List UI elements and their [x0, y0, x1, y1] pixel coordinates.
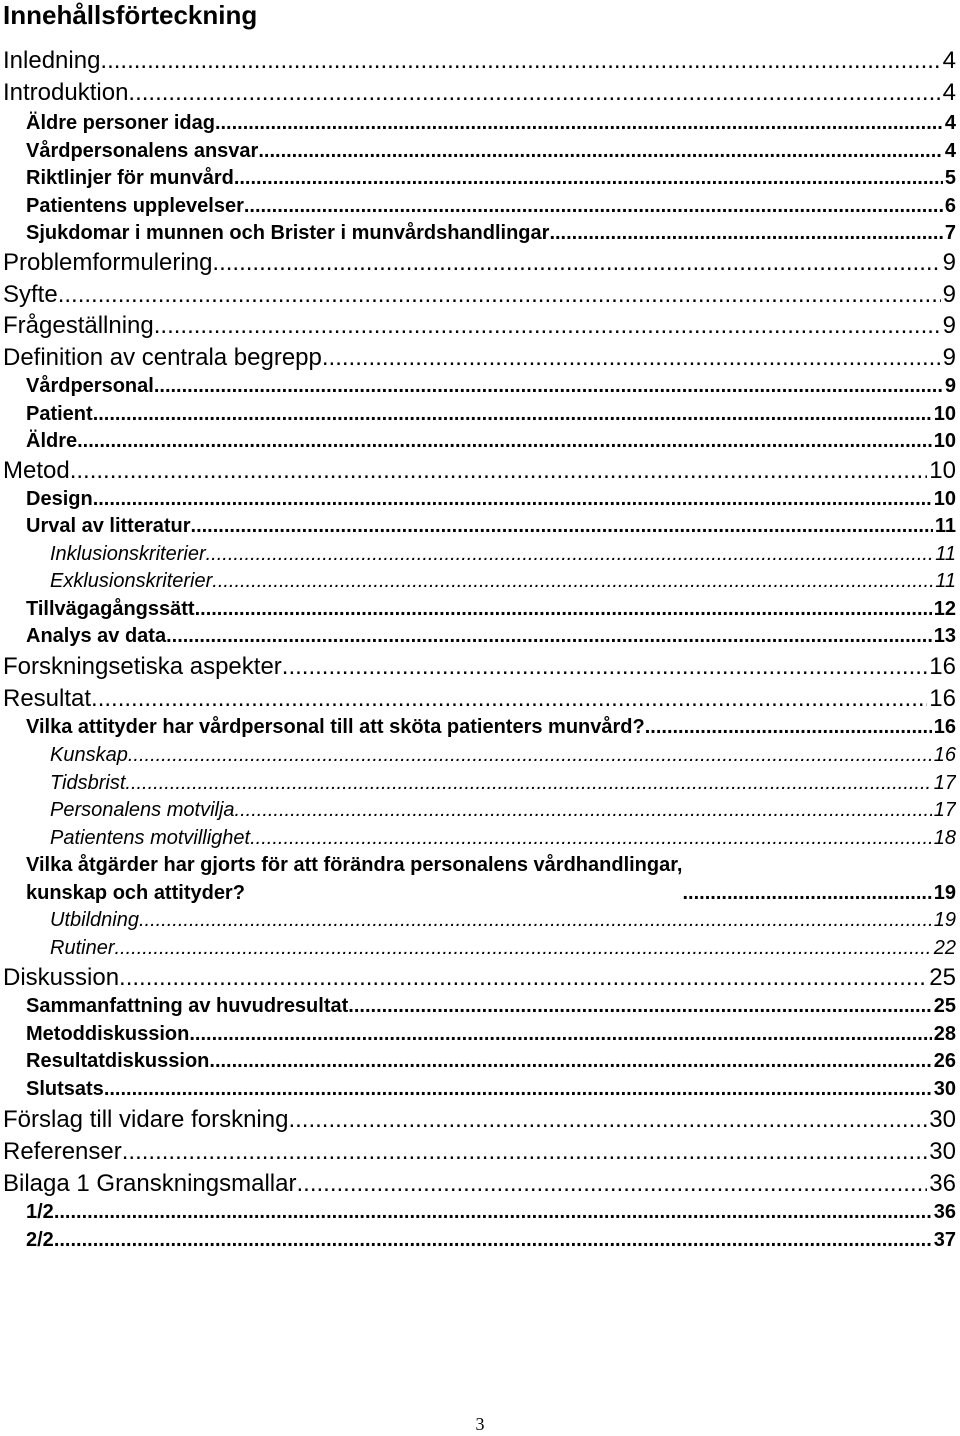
toc-entry-page: 37 — [933, 1229, 956, 1251]
toc-entry-personalens-motvilja[interactable] — [50, 796, 956, 824]
toc-entry-vardpersonal[interactable] — [26, 372, 956, 400]
toc-entry-page: 9 — [942, 281, 956, 308]
toc-entry-page: 30 — [933, 1078, 956, 1100]
dot-leader — [235, 796, 932, 824]
toc-entry-label: 2/2 — [26, 1229, 54, 1251]
toc-entry-page: 16 — [933, 744, 956, 766]
toc-entry-page: 36 — [929, 1170, 956, 1197]
toc-entry-page: 13 — [933, 625, 956, 647]
dot-leader — [212, 247, 940, 279]
toc-entry-page: 12 — [933, 598, 956, 620]
toc-entry-definition-av-centrala-begrepp[interactable] — [3, 342, 956, 374]
toc-entry-label: Bilaga 1 Granskningsmallar — [3, 1170, 297, 1197]
toc-entry-label: Design — [26, 488, 93, 510]
toc-entry-design[interactable] — [26, 485, 956, 513]
dot-leader — [244, 192, 943, 220]
toc-entry-label: Definition av centrala begrepp — [3, 344, 322, 371]
toc-entry-referenser[interactable] — [3, 1136, 956, 1168]
toc-entry-2-2[interactable] — [26, 1226, 956, 1254]
toc-entry-label-line2: kunskap och attityder? — [26, 882, 245, 904]
toc-entry-label: Äldre — [26, 430, 78, 452]
dot-leader — [70, 455, 928, 487]
dot-leader — [166, 622, 932, 650]
toc-entry-fragestallning[interactable] — [3, 310, 956, 342]
toc-entry-label: Exklusionskriterier — [50, 570, 213, 592]
dot-leader — [104, 1075, 932, 1103]
toc-entry-page: 6 — [944, 195, 956, 217]
toc-entry-diskussion[interactable] — [3, 962, 956, 994]
toc-entry-metoddiskussion[interactable] — [26, 1020, 956, 1048]
toc-title: Innehållsförteckning — [3, 0, 258, 30]
dot-leader — [91, 683, 927, 715]
toc-entry-resultatdiskussion[interactable] — [26, 1047, 956, 1075]
dot-leader — [54, 1226, 932, 1254]
toc-entry-page: 19 — [933, 882, 956, 904]
toc-entry-page: 7 — [944, 222, 956, 244]
toc-entry-page: 17 — [933, 772, 956, 794]
toc-entry-page: 16 — [929, 685, 956, 712]
toc-entry-riktlinjer-for-munvard[interactable] — [26, 164, 956, 192]
toc-entry-label: Analys av data — [26, 625, 167, 647]
dot-leader — [209, 1047, 931, 1075]
toc-entry-page: 4 — [942, 79, 956, 106]
toc-entry-label: Tillvägagångssätt — [26, 598, 195, 620]
toc-entry-patientens-motvillighet[interactable] — [50, 824, 956, 852]
dot-leader — [54, 1198, 932, 1226]
dot-leader — [288, 1104, 927, 1136]
toc-entry-patientens-upplevelser[interactable] — [26, 192, 956, 220]
toc-entry-aldre-personer-idag[interactable] — [26, 109, 956, 137]
toc-entry-page: 19 — [933, 909, 956, 931]
toc-entry-label: Referenser — [3, 1138, 122, 1165]
toc-entry-page: 10 — [929, 457, 956, 484]
toc-entry-label: Rutiner — [50, 937, 115, 959]
toc-entry-label: Inklusionskriterier — [50, 543, 206, 565]
toc-entry-analys-av-data[interactable] — [26, 622, 956, 650]
toc-entry-label: Sjukdomar i munnen och Brister i munvårdshandlingar — [26, 222, 550, 244]
toc-entry-problemformulering[interactable] — [3, 247, 956, 279]
toc-entry-label: Vilka attityder har vårdpersonal till att sköta patienters munvård? — [26, 716, 645, 738]
dot-leader — [154, 372, 943, 400]
dot-leader — [296, 1168, 927, 1200]
toc-entry-bilaga-1[interactable] — [3, 1168, 956, 1200]
toc-entry-page: 25 — [933, 995, 956, 1017]
dot-leader — [128, 741, 932, 769]
toc-entry-label: Utbildning — [50, 909, 139, 931]
dot-leader — [119, 962, 927, 994]
dot-leader — [77, 427, 932, 455]
toc-entry-page: 9 — [942, 312, 956, 339]
dot-leader — [125, 769, 931, 797]
toc-entry-page: 10 — [933, 430, 956, 452]
toc-entry-label: Problemformulering — [3, 249, 213, 276]
toc-entry-forslag-till-vidare-forskning[interactable] — [3, 1104, 956, 1136]
toc-entry-label: Sammanfattning av huvudresultat — [26, 995, 349, 1017]
dot-leader — [154, 310, 941, 342]
toc-entry-page: 28 — [933, 1023, 956, 1045]
toc-entry-vilka-atgarder[interactable] — [26, 851, 956, 907]
toc-entry-page: 16 — [933, 716, 956, 738]
dot-leader — [139, 906, 932, 934]
toc-entry-label: Patientens motvillighet — [50, 827, 251, 849]
toc-entry-page: 30 — [929, 1106, 956, 1133]
toc-entry-introduktion[interactable] — [3, 77, 956, 109]
toc-entry-page: 22 — [933, 937, 956, 959]
toc-entry-aldre[interactable] — [26, 427, 956, 455]
toc-entry-label: Patientens upplevelser — [26, 195, 244, 217]
dot-leader — [258, 137, 943, 165]
toc-entry-label: Resultat — [3, 685, 92, 712]
toc-entry-vardpersonalens-ansvar[interactable] — [26, 137, 956, 165]
toc-entry-page: 11 — [935, 570, 956, 592]
toc-entry-page: 4 — [942, 47, 956, 74]
toc-entry-page: 11 — [934, 515, 956, 537]
toc-entry-inklusionskriterier[interactable] — [50, 540, 956, 568]
dot-leader — [645, 713, 932, 741]
toc-entry-page: 4 — [944, 112, 956, 134]
dot-leader — [322, 342, 941, 374]
toc-entry-label: Syfte — [3, 281, 58, 308]
toc-entry-page: 18 — [933, 827, 956, 849]
toc-entry-sammanfattning[interactable] — [26, 992, 956, 1020]
toc-entry-page: 4 — [944, 140, 956, 162]
toc-entry-label: Äldre personer idag — [26, 112, 215, 134]
toc-entry-label: Personalens motvilja — [50, 799, 235, 821]
toc-entry-inledning[interactable] — [3, 45, 956, 77]
dot-leader — [195, 595, 932, 623]
toc-entry-page: 17 — [933, 799, 956, 821]
toc-entry-label: Frågeställning — [3, 312, 154, 339]
toc-entry-urval-av-litteratur[interactable] — [26, 512, 956, 540]
toc-entry-page: 25 — [929, 964, 956, 991]
dot-leader — [212, 567, 933, 595]
toc-entry-label: Forskningsetiska aspekter — [3, 653, 282, 680]
toc-entry-slutsats[interactable] — [26, 1075, 956, 1103]
toc-entry-vilka-attityder[interactable] — [26, 713, 956, 741]
page-number: 3 — [475, 1414, 485, 1434]
toc-entry-tidsbrist[interactable] — [50, 769, 956, 797]
toc-entry-1-2[interactable] — [26, 1198, 956, 1226]
dot-leader — [348, 992, 931, 1020]
toc-entry-page: 9 — [942, 249, 956, 276]
dot-leader — [250, 824, 932, 852]
dot-leader — [206, 540, 934, 568]
toc-entry-exklusionskriterier[interactable] — [50, 567, 956, 595]
dot-leader — [549, 219, 942, 247]
toc-entry-page: 9 — [944, 375, 956, 397]
toc-entry-label: 1/2 — [26, 1201, 54, 1223]
toc-entry-page: 10 — [933, 488, 956, 510]
toc-entry-label: Metod — [3, 457, 70, 484]
dot-leader — [128, 77, 940, 109]
toc-entry-label: Urval av litteratur — [26, 515, 191, 537]
toc-entry-label: Slutsats — [26, 1078, 104, 1100]
toc-entry-page: 11 — [935, 543, 956, 565]
toc-entry-patient[interactable] — [26, 400, 956, 428]
toc-entry-label-line1: Vilka åtgärder har gjorts för att förändra personalens vårdhandlingar, — [26, 854, 683, 876]
toc-entry-utbildning[interactable] — [50, 906, 956, 934]
toc-entry-label: Riktlinjer för munvård — [26, 167, 234, 189]
toc-entry-page: 10 — [933, 403, 956, 425]
toc-entry-rutiner[interactable] — [50, 934, 956, 962]
toc-entry-label: Tidsbrist — [50, 772, 126, 794]
dot-leader — [215, 109, 943, 137]
toc-entry-label: Inledning — [3, 47, 101, 74]
toc-entry-label: Förslag till vidare forskning — [3, 1106, 289, 1133]
toc-entry-tillvagagangssatt[interactable] — [26, 595, 956, 623]
toc-entry-forskningsetiska-aspekter[interactable] — [3, 651, 956, 683]
dot-leader — [114, 934, 931, 962]
dot-leader — [191, 512, 933, 540]
toc-entry-label: Kunskap — [50, 744, 128, 766]
toc-entry-page: 16 — [929, 653, 956, 680]
dot-leader — [682, 879, 931, 907]
toc-entry-label: Resultatdiskussion — [26, 1050, 210, 1072]
toc-entry-metod[interactable] — [3, 455, 956, 487]
toc-entry-sjukdomar-i-munnen[interactable] — [26, 219, 956, 247]
toc-entry-label: Patient — [26, 403, 93, 425]
toc-entry-label: Introduktion — [3, 79, 129, 106]
toc-entry-kunskap[interactable] — [50, 741, 956, 769]
toc-entry-page: 9 — [942, 344, 956, 371]
toc-entry-syfte[interactable] — [3, 279, 956, 311]
toc-entry-page: 26 — [933, 1050, 956, 1072]
dot-leader — [58, 279, 941, 311]
dot-leader — [122, 1136, 928, 1168]
toc-entry-label: Diskussion — [3, 964, 120, 991]
toc-entry-label: Metoddiskussion — [26, 1023, 190, 1045]
toc-entry-label — [26, 851, 682, 907]
dot-leader — [93, 485, 932, 513]
dot-leader — [234, 164, 943, 192]
toc-entry-page: 5 — [944, 167, 956, 189]
dot-leader — [93, 400, 932, 428]
dot-leader — [282, 651, 928, 683]
toc-entry-label: Vårdpersonal — [26, 375, 154, 397]
toc-entry-page: 30 — [929, 1138, 956, 1165]
dot-leader — [189, 1020, 931, 1048]
toc-entry-page: 36 — [933, 1201, 956, 1223]
toc-entry-label: Vårdpersonalens ansvar — [26, 140, 259, 162]
dot-leader — [100, 45, 940, 77]
toc-entry-resultat[interactable] — [3, 683, 956, 715]
